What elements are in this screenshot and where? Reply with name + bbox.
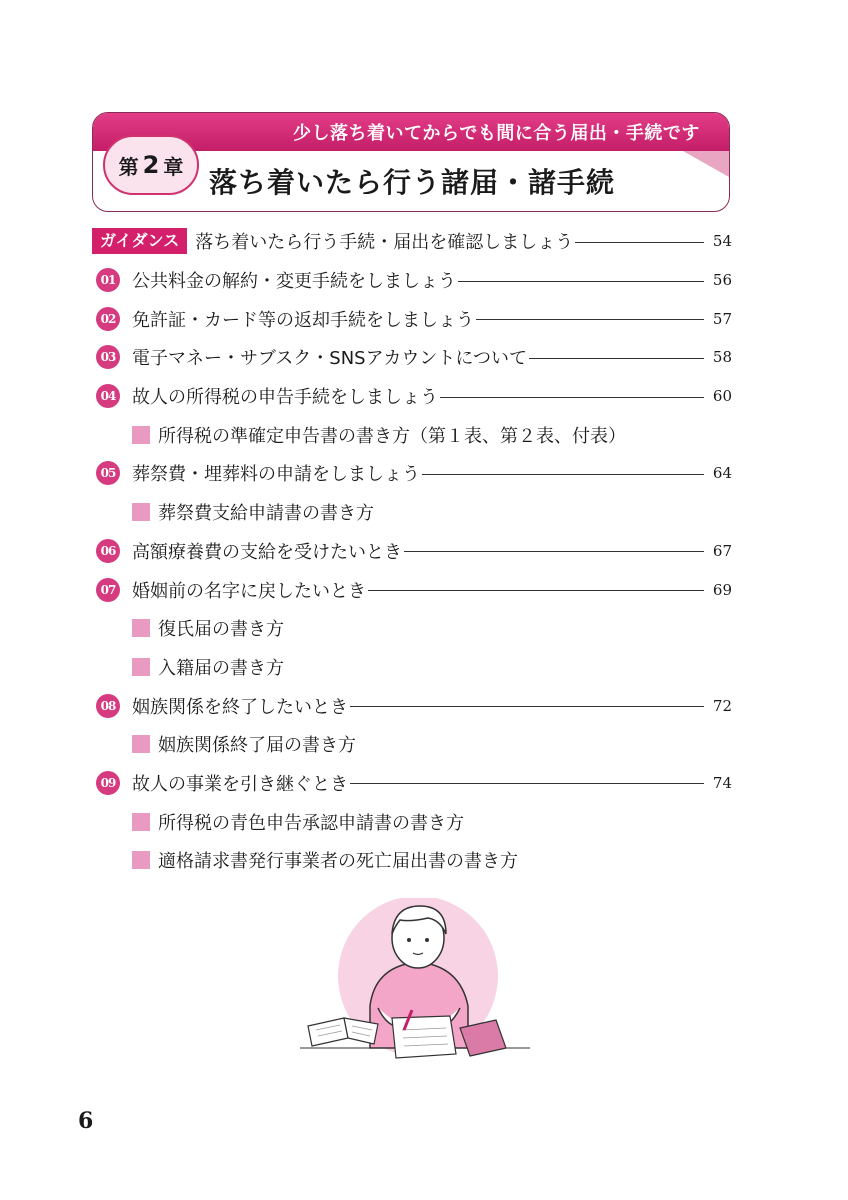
entry-label: 婚姻前の名字に戻したいとき <box>132 580 366 602</box>
entry-page: 56 <box>712 271 732 290</box>
leader-line <box>458 281 704 282</box>
toc-sub-entry[interactable] <box>92 415 732 454</box>
leader-line <box>476 319 704 320</box>
entry-label: 高額療養費の支給を受けたいとき <box>132 541 402 563</box>
square-bullet-icon <box>132 735 150 753</box>
guidance-tag: ガイダンス <box>92 228 187 254</box>
chapter-banner <box>92 112 730 212</box>
table-of-contents <box>92 222 732 880</box>
chapter-title: 落ち着いたら行う諸届・諸手続 <box>209 166 616 199</box>
leader-line <box>404 551 704 552</box>
entry-number-badge: 08 <box>96 694 120 718</box>
entry-label: 故人の事業を引き継ぐとき <box>132 773 348 795</box>
toc-entry[interactable] <box>92 570 732 609</box>
leader-line <box>575 242 704 243</box>
toc-entry[interactable] <box>92 261 732 300</box>
toc-entry[interactable] <box>92 299 732 338</box>
entry-number-badge: 06 <box>96 539 120 563</box>
toc-entry[interactable] <box>92 764 732 803</box>
sub-entry-label: 所得税の青色申告承認申請書の書き方 <box>158 812 464 834</box>
toc-sub-entry[interactable] <box>92 725 732 764</box>
square-bullet-icon <box>132 426 150 444</box>
entry-label: 姻族関係を終了したいとき <box>132 696 348 718</box>
toc-entry[interactable] <box>92 338 732 377</box>
entry-page: 74 <box>712 773 732 792</box>
entry-number-badge: 07 <box>96 578 120 602</box>
sub-entry-label: 所得税の準確定申告書の書き方（第１表、第２表、付表） <box>158 425 626 447</box>
toc-entry[interactable] <box>92 454 732 493</box>
banner-corner-tab <box>683 151 729 177</box>
square-bullet-icon <box>132 813 150 831</box>
sub-entry-label: 葬祭費支給申請書の書き方 <box>158 503 374 525</box>
toc-sub-entry[interactable] <box>92 609 732 648</box>
toc-sub-entry[interactable] <box>92 841 732 880</box>
sub-entry-label: 入籍届の書き方 <box>158 657 284 679</box>
toc-sub-entry[interactable] <box>92 648 732 687</box>
square-bullet-icon <box>132 503 150 521</box>
entry-page: 64 <box>712 464 732 483</box>
guidance-row[interactable] <box>92 222 732 261</box>
sub-entry-label: 適格請求書発行事業者の死亡届出書の書き方 <box>158 851 518 873</box>
chapter-prefix: 第 <box>118 154 139 179</box>
entry-page: 58 <box>712 348 732 367</box>
entry-page: 57 <box>712 309 732 328</box>
leader-line <box>422 474 704 475</box>
chapter-subtitle: 少し落ち着いてからでも間に合う届出・手続です <box>293 123 700 144</box>
toc-sub-entry[interactable] <box>92 493 732 532</box>
toc-entry[interactable] <box>92 686 732 725</box>
sub-entry-label: 姻族関係終了届の書き方 <box>158 735 356 757</box>
square-bullet-icon <box>132 851 150 869</box>
entry-label: 葬祭費・埋葬料の申請をしましょう <box>132 464 420 486</box>
entry-label: 免許証・カード等の返却手続をしましょう <box>132 309 474 331</box>
chapter-badge <box>103 135 199 195</box>
entry-number-badge: 04 <box>96 384 120 408</box>
square-bullet-icon <box>132 658 150 676</box>
leader-line <box>350 706 704 707</box>
entry-number-badge: 05 <box>96 461 120 485</box>
sub-entry-label: 復氏届の書き方 <box>158 619 284 641</box>
toc-entry[interactable] <box>92 377 732 416</box>
guidance-page: 54 <box>712 232 732 251</box>
toc-entry[interactable] <box>92 532 732 571</box>
entry-page: 60 <box>712 387 732 406</box>
entry-label: 公共料金の解約・変更手続をしましょう <box>132 271 456 293</box>
leader-line <box>440 397 704 398</box>
chapter-suffix: 章 <box>163 154 184 179</box>
entry-number-badge: 01 <box>96 268 120 292</box>
entry-label: 故人の所得税の申告手続をしましょう <box>132 387 438 409</box>
leader-line <box>350 783 704 784</box>
entry-page: 67 <box>712 541 732 560</box>
leader-line <box>368 590 704 591</box>
entry-number-badge: 03 <box>96 345 120 369</box>
entry-page: 72 <box>712 696 732 715</box>
chapter-number: 2 <box>142 151 160 179</box>
entry-number-badge: 02 <box>96 307 120 331</box>
square-bullet-icon <box>132 619 150 637</box>
entry-label: 電子マネー・サブスク・SNSアカウントについて <box>132 348 528 370</box>
leader-line <box>529 358 704 359</box>
page-number: 6 <box>78 1108 94 1134</box>
guidance-label: 落ち着いたら行う手続・届出を確認しましょう <box>195 232 574 254</box>
toc-sub-entry[interactable] <box>92 802 732 841</box>
entry-page: 69 <box>712 580 732 599</box>
entry-number-badge: 09 <box>96 771 120 795</box>
person-writing-illustration <box>300 898 530 1068</box>
